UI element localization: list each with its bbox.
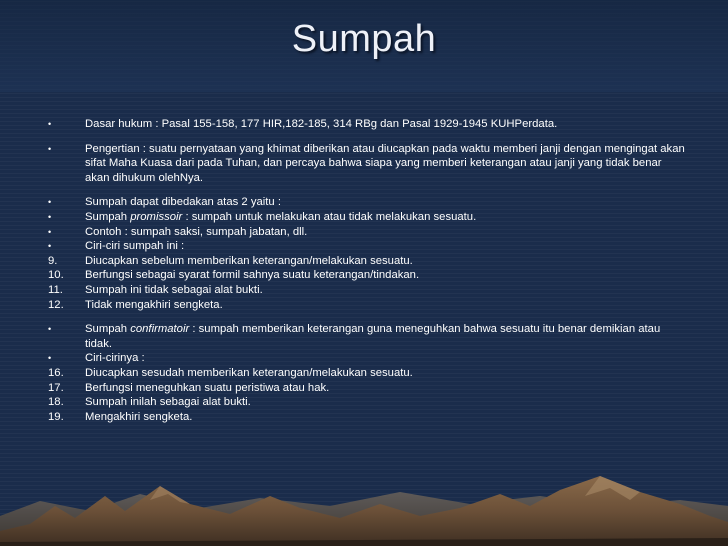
slide-title: Sumpah — [291, 18, 437, 60]
bullet-marker: • — [48, 143, 52, 154]
item-text: Ciri-cirinya : — [85, 352, 145, 365]
list-item — [48, 366, 688, 381]
list-item — [48, 142, 688, 186]
item-text: Dasar hukum : Pasal 155-158, 177 HIR,182-185, 314 RBg dan Pasal 1929-1945 KUHPerdata. — [85, 118, 558, 130]
number-marker: 9. — [48, 254, 58, 267]
item-text: Mengakhiri sengketa. — [85, 410, 193, 423]
item-text: Contoh : sumpah saksi, sumpah jabatan, dll. — [85, 225, 308, 238]
slide-content — [48, 117, 688, 424]
number-marker: 12. — [48, 298, 64, 311]
item-text: Sumpah ini tidak sebagai alat bukti. — [85, 283, 263, 296]
list-item — [48, 254, 688, 269]
list-item — [48, 395, 688, 410]
list-item — [48, 239, 688, 254]
mountain-range-illustration — [0, 456, 728, 546]
item-text: Berfungsi meneguhkan suatu peristiwa atau hak. — [85, 381, 330, 394]
bullet-marker: • — [48, 197, 52, 208]
list-item — [48, 283, 688, 298]
list-item — [48, 210, 688, 225]
number-marker: 17. — [48, 381, 64, 394]
bullet-marker: • — [48, 241, 52, 252]
list-item — [48, 117, 688, 132]
item-text: Diucapkan sesudah memberikan keterangan/melakukan sesuatu. — [85, 366, 413, 379]
number-marker: 16. — [48, 366, 64, 379]
item-text: Sumpah inilah sebagai alat bukti. — [85, 396, 251, 409]
list-item — [48, 351, 688, 366]
list-item — [48, 195, 688, 210]
item-text: Sumpah dapat dibedakan atas 2 yaitu : — [85, 196, 281, 209]
list-item — [48, 268, 688, 283]
item-text: Tidak mengakhiri sengketa. — [85, 298, 223, 311]
list-item — [48, 381, 688, 396]
bullet-marker: • — [48, 353, 52, 364]
number-marker: 11. — [48, 283, 63, 296]
bullet-marker: • — [48, 324, 52, 335]
list-item — [48, 225, 688, 240]
bullet-marker: • — [48, 226, 52, 237]
item-text: Sumpah confirmatoir : sumpah memberikan keterangan guna meneguhkan bahwa sesuatu itu benar demikian atau tidak. — [85, 323, 661, 350]
item-text: Diucapkan sebelum memberikan keterangan/melakukan sesuatu. — [85, 254, 413, 267]
item-text: Pengertian : suatu pernyataan yang khimat diberikan atau diucapkan pada waktu memberi janji dengan mengingat akan sifat Maha Kuasa dari pada Tuhan, dan percaya bahwa siapa yang memberi keterangan atau janji yang tidak benar akan dihukum olehNya. — [85, 142, 685, 184]
bullet-marker: • — [48, 211, 52, 222]
bullet-marker: • — [48, 119, 52, 129]
list-item — [48, 322, 688, 351]
number-marker: 19. — [48, 410, 64, 423]
item-text: Sumpah promissoir : sumpah untuk melakukan atau tidak melakukan sesuatu. — [85, 210, 477, 223]
list-item — [48, 410, 688, 425]
list-item — [48, 298, 688, 313]
number-marker: 10. — [48, 269, 64, 282]
item-text: Ciri-ciri sumpah ini : — [85, 240, 185, 253]
number-marker: 18. — [48, 396, 64, 409]
item-text: Berfungsi sebagai syarat formil sahnya suatu keterangan/tindakan. — [85, 269, 420, 282]
